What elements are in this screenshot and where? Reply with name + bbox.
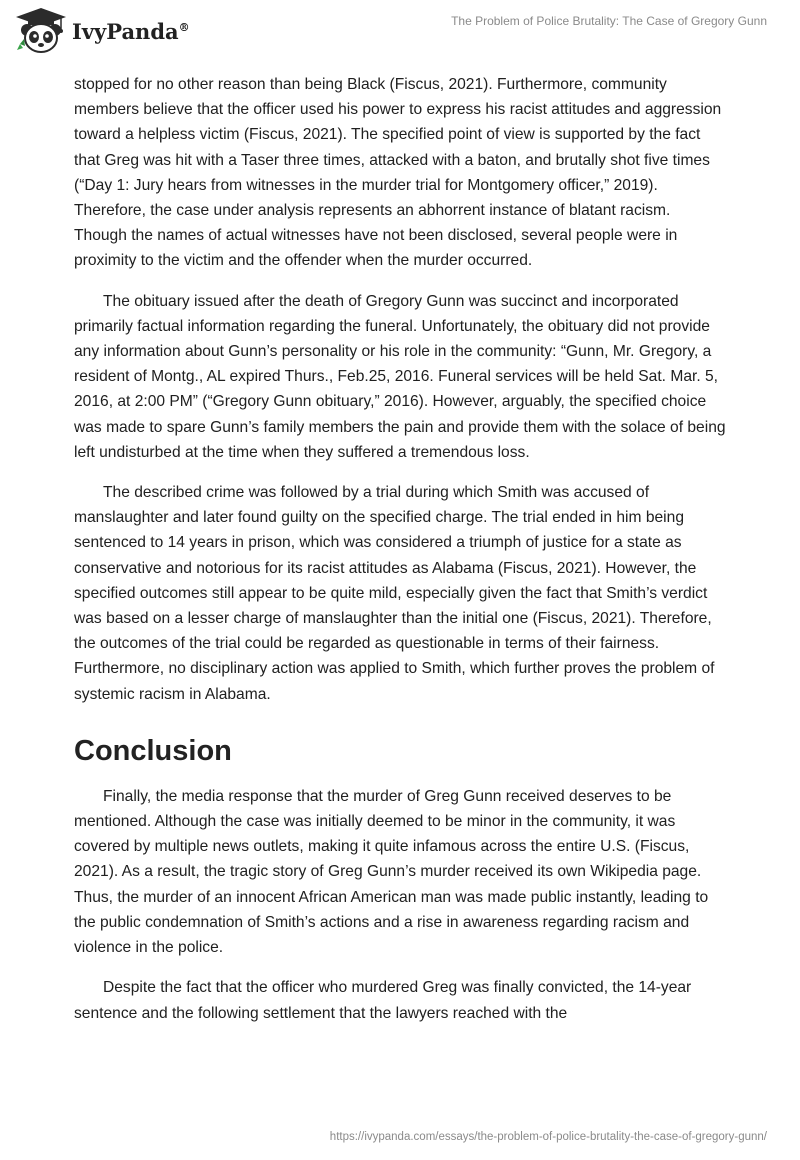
paragraph: The described crime was followed by a trial during which Smith was accused of manslaughter and later found guilty on the specified charge. The trial ended in him being sentenced to 14 years in prison, which was considered a triumph of justice for a state as conservative and notorious for its racist attitudes as Alabama (Fiscus, 2021). However, the specified outcomes still appear to be quite mild, especially given the fact that Smith’s verdict was based on a lesser charge of manslaughter than the initial one (Fiscus, 2021). Therefore, the outcomes of the trial could be regarded as questionable in terms of their fairness. Furthermore, no disciplinary action was applied to Smith, which further proves the problem of systemic racism in Alabama.: [74, 484, 715, 703]
paragraph: The obituary issued after the death of Gregory Gunn was succinct and incorporated primarily factual information regarding the funeral. Unfortunately, the obituary did not provide any information about Gunn’s personality or his role in the community: “Gunn, Mr. Gregory, a resident of Montg., AL expired Thurs., Feb.25, 2016. Funeral services will be held Sat. Mar. 5, 2016, at 2:00 PM” (“Gregory Gunn obituary,” 2016). However, arguably, the specified choice was made to spare Gunn’s family members the pain and provide them with the solace of being left undisturbed at the time when they suffered a tremendous loss.: [74, 292, 726, 461]
essay-content: [74, 72, 726, 1041]
panda-graduate-icon: [14, 6, 68, 54]
page-header: [0, 0, 800, 60]
document-title: The Problem of Police Brutality: The Case of Gregory Gunn: [451, 14, 767, 28]
source-url[interactable]: https://ivypanda.com/essays/the-problem-of-police-brutality-the-case-of-gregory-gunn/: [329, 1131, 767, 1143]
section-heading: Conclusion: [74, 734, 232, 767]
brand-name: IvyPanda®: [72, 18, 190, 44]
paragraph: stopped for no other reason than being Black (Fiscus, 2021). Furthermore, community members believe that the officer used his power to express his racist attitudes and aggression toward a helpless victim (Fiscus, 2021). The specified point of view is supported by the fact that Greg was hit with a Taser three times, attacked with a baton, and brutally shot five times (“Day 1: Jury hears from witnesses in the murder trial for Montgomery officer,” 2019). Therefore, the case under analysis represents an abhorrent instance of blatant racism. Though the names of actual witnesses have not been disclosed, several people were in proximity to the victim and the offender when the murder occurred.: [74, 76, 722, 270]
paragraph: Finally, the media response that the murder of Greg Gunn received deserves to be mentioned. Although the case was initially deemed to be minor in the community, it was covered by multiple news outlets, making it quite infamous across the entire U.S. (Fiscus, 2021). As a result, the tragic story of Greg Gunn’s murder received its own Wikipedia page. Thus, the murder of an innocent African American man was made public instantly, leading to the public condemnation of Smith’s actions and a rise in awareness regarding racism and violence in the police.: [74, 787, 709, 957]
paragraph: Despite the fact that the officer who murdered Greg was finally convicted, the 14-year sentence and the following settlement that the lawyers reached with the: [74, 979, 692, 1022]
brand-logo[interactable]: [14, 6, 190, 54]
registered-mark: ®: [178, 20, 190, 34]
